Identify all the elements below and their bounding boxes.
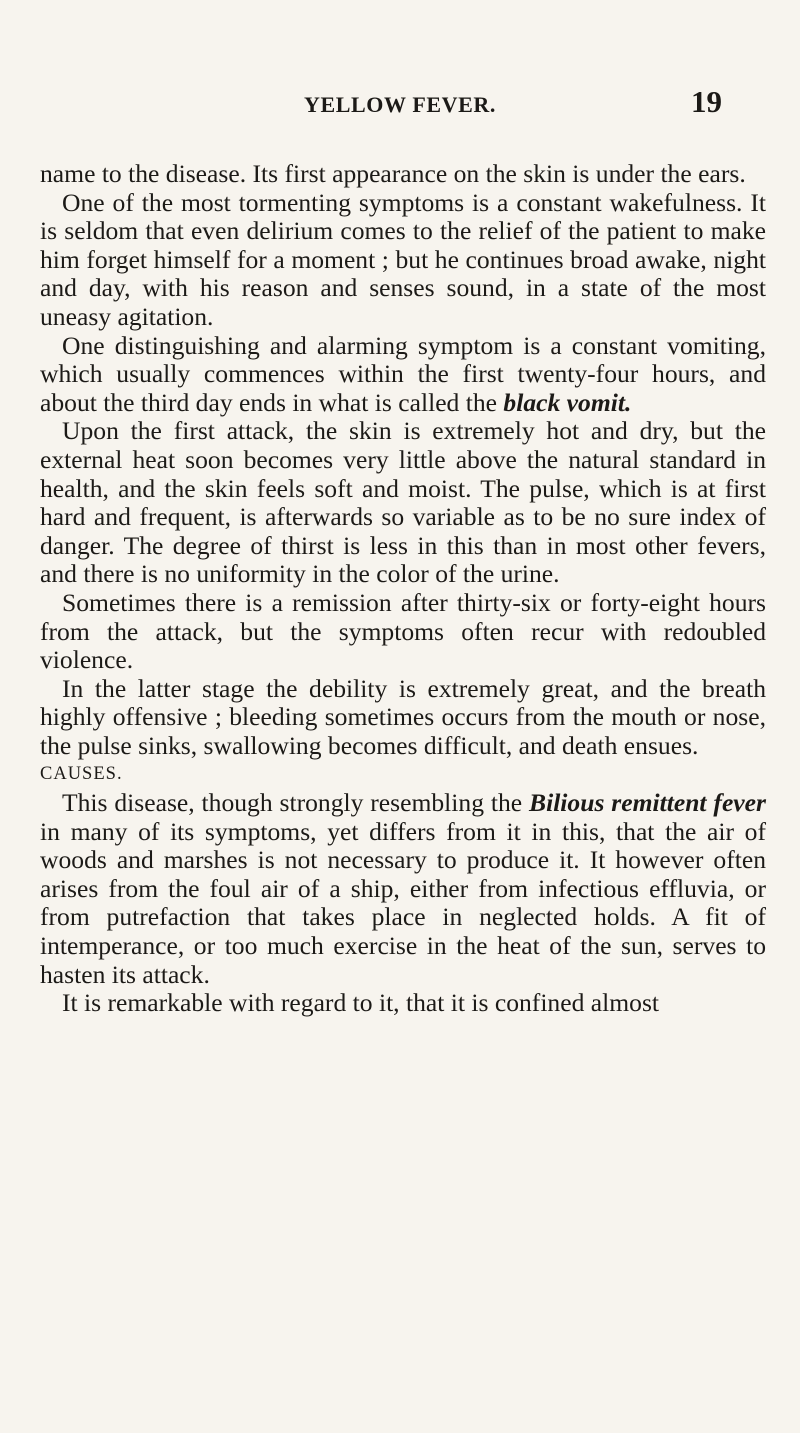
paragraph-continuation: name to the disease. Its first appearance on the skin is under the ears. xyxy=(40,159,746,188)
running-title: YELLOW FEVER. xyxy=(304,92,496,117)
body-text xyxy=(40,160,766,1018)
paragraph-causes xyxy=(40,789,766,989)
paragraph-remarkable: It is remarkable with regard to it, that it is confined almost xyxy=(62,988,660,1018)
paragraph-remission: Sometimes there is a remission after thirty-six or forty-eight hours from the attack, but the symptoms often recur with redoubled violence. xyxy=(40,587,766,675)
paragraph-vomiting xyxy=(40,332,766,418)
term-bilious-remittent-fever: Bilious remittent fever xyxy=(529,788,766,818)
paragraph-wakefulness: One of the most tormenting symptoms is a constant wakefulness. It is seldom that even delirium comes to the relief of the patient to make him forget himself for a moment ; but he continues broad awake, night and day, with his reason and senses sound, in a state of the most uneasy agitation. xyxy=(40,187,766,331)
causes-text-after: in many of its symptoms, yet differs from it in this, that the air of woods and marshes is not necessary to produce it. It however often arises from the foul air of a ship, either from infectious effluvia, or from putrefaction that takes place in neglected holds. A fit of intemperance, or too much exercise in the heat of the sun, serves to hasten its attack. xyxy=(40,816,766,989)
vomiting-text: One distinguishing and alarming symptom is a constant vomiting, which usually commences within the first twenty-four hours, and about the third day ends in what is called the xyxy=(40,330,766,417)
page-number: 19 xyxy=(691,84,722,119)
running-head xyxy=(0,84,800,124)
paragraph-latter-stage: In the latter stage the debility is extremely great, and the breath highly offensive ; bleeding sometimes occurs from the mouth or nose, the pulse sinks, swallowing becomes difficult, and death ensues. xyxy=(40,673,766,760)
paragraph-first-attack: Upon the first attack, the skin is extremely hot and dry, but the external heat soon becomes very little above the natural standard in health, and the skin feels soft and moist. The pulse, which is at first hard and frequent, is afterwards so variable as to be no sure index of danger. The degree of thirst is less in this than in most other fevers, and there is no uniformity in the color of the urine. xyxy=(40,416,766,589)
term-black-vomit: black vomit. xyxy=(503,387,632,417)
section-heading-causes: CAUSES. xyxy=(40,764,123,785)
causes-text: This disease, though strongly resembling the xyxy=(62,788,530,818)
